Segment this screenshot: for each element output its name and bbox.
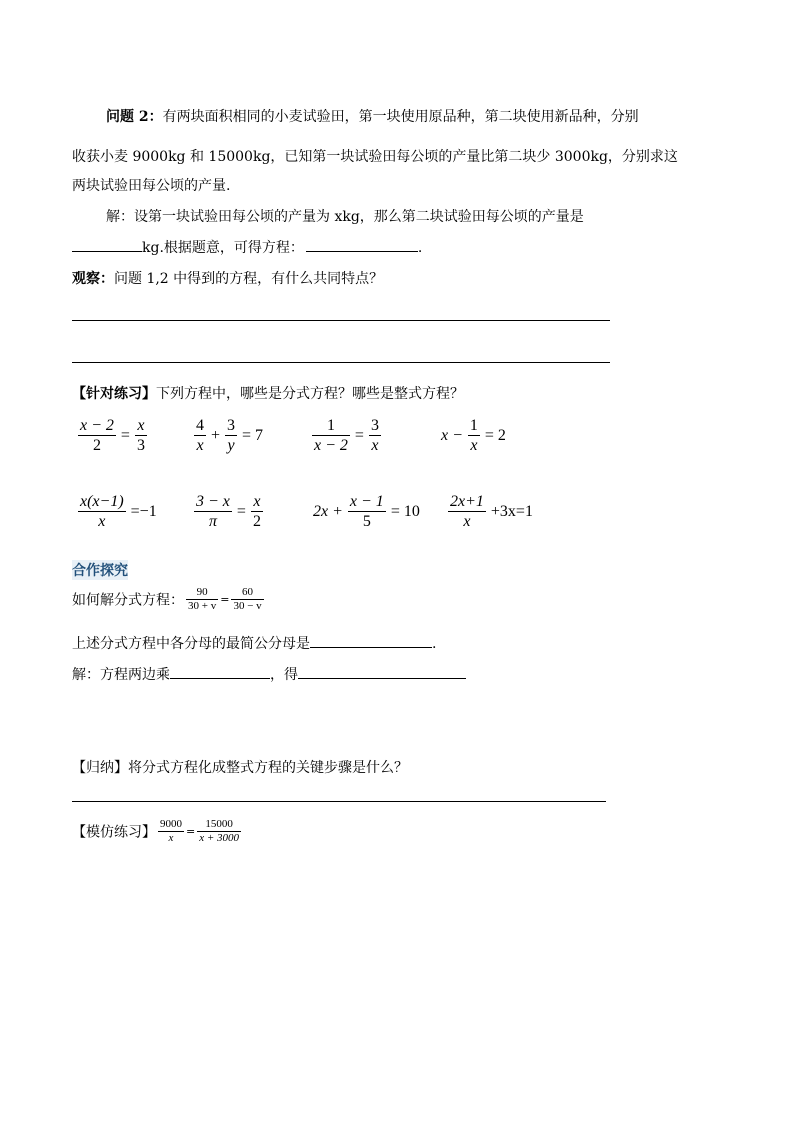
imitate-label: 【模仿练习】 (72, 824, 156, 841)
imitate-line: 【模仿练习】 $\frac{9000}{x}$ = $\frac{15000}{x + 3000}$ (72, 818, 240, 844)
blank-multiplier[interactable] (170, 664, 270, 679)
coop-heading: 合作探究 (72, 560, 128, 580)
practice-line: 【针对练习】下列方程中，哪些是分式方程？哪些是整式方程？ (72, 386, 464, 402)
solution-line2: kg.根据题意，可得方程： . (72, 237, 422, 257)
equation-5: $\frac{x(x-1)}{x}$ =−1 (80, 493, 157, 530)
blank-result[interactable] (298, 664, 466, 679)
equation-6: $\frac{3 - x}{\pi}$ = $\frac{x}{2}$ (196, 493, 261, 530)
blank-equation[interactable] (306, 237, 418, 252)
observe-line: 观察：问题 1,2 中得到的方程，有什么共同特点？ (72, 271, 384, 287)
solution-line1: 解：设第一块试验田每公顷的产量为 xkg，那么第二块试验田每公顷的产量是 (106, 209, 584, 225)
problem2-line1: 问题 2：有两块面积相同的小麦试验田，第一块使用原品种，第二块使用新品种，分别 (106, 109, 639, 125)
answer-line[interactable] (72, 320, 610, 321)
answer-line[interactable] (72, 801, 606, 802)
problem2-line3: 两块试验田每公顷的产量. (72, 178, 231, 194)
practice-label: 【针对练习】 (72, 386, 156, 402)
coop-solution-line: 解：方程两边乘 ，得 (72, 664, 466, 684)
coop-lcd-line: 上述分式方程中各分母的最简公分母是 . (72, 633, 436, 653)
equation-4: x − $\frac{1}{x}$ = 2 (441, 417, 506, 454)
problem2-title: 问题 2： (106, 109, 163, 125)
equation-7: 2x + $\frac{x - 1}{5}$ = 10 (313, 493, 420, 530)
equation-2: $\frac{4}{x}$ + $\frac{3}{y}$ = 7 (196, 417, 264, 454)
summary-label: 【归纳】 (72, 760, 128, 776)
equation-8: $\frac{2x+1}{x}$ +3x=1 (450, 493, 533, 530)
blank-lcd[interactable] (310, 633, 432, 648)
observe-label: 观察： (72, 271, 114, 287)
coop-question: 如何解分式方程： $\frac{90}{30 + v}$ = $\frac{60}{30 - v}$ (72, 586, 262, 612)
equation-3: $\frac{1}{x - 2}$ = $\frac{3}{x}$ (314, 417, 379, 454)
blank-second-yield[interactable] (72, 237, 142, 252)
answer-line[interactable] (72, 362, 610, 363)
problem2-line2: 收获小麦 9000kg 和 15000kg，已知第一块试验田每公顷的产量比第二块少 3000kg，分别求这 (72, 149, 678, 165)
summary-line: 【归纳】将分式方程化成整式方程的关键步骤是什么？ (72, 760, 408, 776)
equation-1: $\frac{x - 2}{2}$ = $\frac{x}{3}$ (80, 417, 145, 454)
